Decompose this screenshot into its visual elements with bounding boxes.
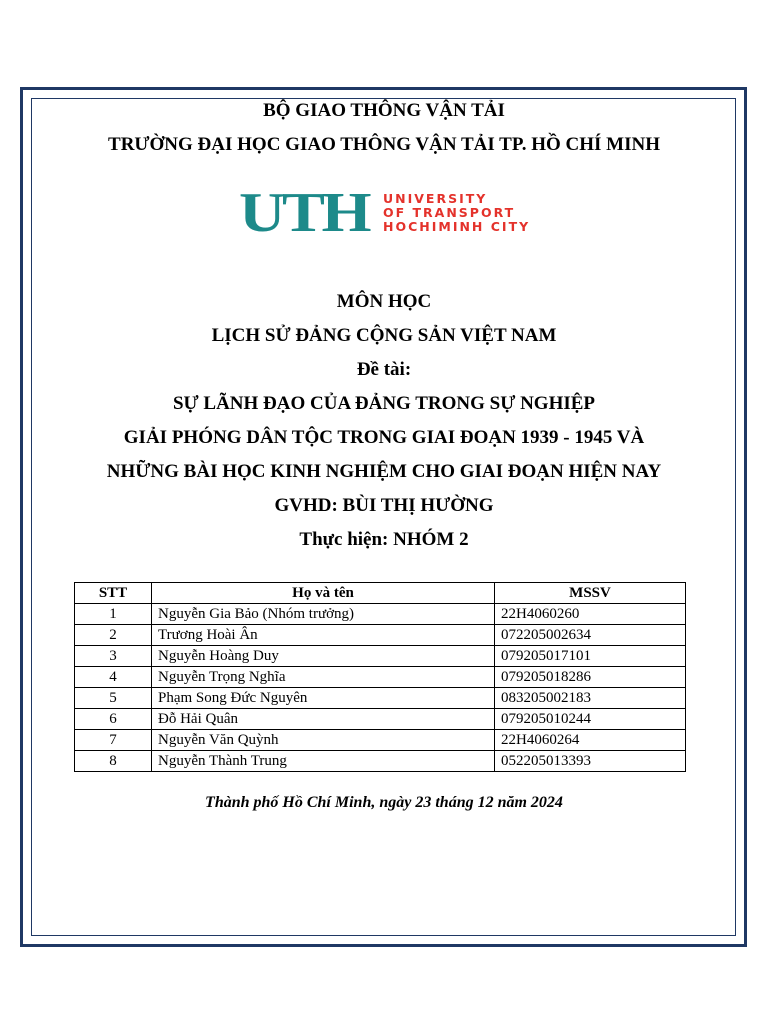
cell-stt: 1 [75, 604, 152, 625]
cell-mssv: 079205017101 [495, 646, 686, 667]
cell-mssv: 052205013393 [495, 751, 686, 772]
cell-name: Nguyễn Trọng Nghĩa [152, 667, 495, 688]
cell-name: Phạm Song Đức Nguyên [152, 688, 495, 709]
logo-line-3: HOCHIMINH CITY [383, 219, 531, 234]
ministry-title: BỘ GIAO THÔNG VẬN TẢI [263, 100, 505, 121]
cell-mssv: 22H4060260 [495, 604, 686, 625]
cell-mssv: 083205002183 [495, 688, 686, 709]
logo-mark: UTH [239, 182, 369, 244]
cell-name: Nguyễn Thành Trung [152, 751, 495, 772]
cell-name: Nguyễn Gia Bảo (Nhóm trưởng) [152, 604, 495, 625]
topic-label: Đề tài: [356, 359, 412, 380]
table-row [75, 667, 686, 688]
group-label: Thực hiện: NHÓM 2 [299, 529, 469, 550]
cell-stt: 6 [75, 709, 152, 730]
topic-line-2: GIẢI PHÓNG DÂN TỘC TRONG GIAI ĐOẠN 1939 - 1945 VÀ [123, 427, 645, 448]
logo-text [383, 192, 530, 234]
cell-stt: 5 [75, 688, 152, 709]
table-row [75, 604, 686, 625]
header-mssv: MSSV [495, 583, 686, 604]
cell-name: Nguyễn Hoàng Duy [152, 646, 495, 667]
course-label: MÔN HỌC [336, 291, 432, 312]
cell-stt: 2 [75, 625, 152, 646]
cell-stt: 3 [75, 646, 152, 667]
table-row [75, 646, 686, 667]
member-table [74, 582, 686, 772]
cell-stt: 8 [75, 751, 152, 772]
cell-mssv: 079205010244 [495, 709, 686, 730]
table-row [75, 730, 686, 751]
cell-name: Nguyễn Văn Quỳnh [152, 730, 495, 751]
instructor: GVHD: BÙI THỊ HƯỜNG [274, 495, 494, 516]
cell-mssv: 072205002634 [495, 625, 686, 646]
cell-stt: 7 [75, 730, 152, 751]
table-header-row [75, 583, 686, 604]
university-title: TRƯỜNG ĐẠI HỌC GIAO THÔNG VẬN TẢI TP. HỒ CHÍ MINH [108, 134, 660, 155]
header-name: Họ và tên [152, 583, 495, 604]
table-row [75, 688, 686, 709]
cell-mssv: 079205018286 [495, 667, 686, 688]
table-row [75, 751, 686, 772]
header-stt: STT [75, 583, 152, 604]
logo-line-2: OF TRANSPORT [383, 205, 516, 220]
topic-line-3: NHỮNG BÀI HỌC KINH NGHIỆM CHO GIAI ĐOẠN HIỆN NAY [106, 461, 662, 482]
cell-name: Đỗ Hải Quân [152, 709, 495, 730]
cell-mssv: 22H4060264 [495, 730, 686, 751]
course-name: LỊCH SỬ ĐẢNG CỘNG SẢN VIỆT NAM [211, 325, 557, 346]
university-logo [239, 182, 549, 244]
cell-name: Trương Hoài Ân [152, 625, 495, 646]
cell-stt: 4 [75, 667, 152, 688]
table-row [75, 625, 686, 646]
date-line: Thành phố Hồ Chí Minh, ngày 23 tháng 12 năm 2024 [205, 794, 563, 811]
topic-line-1: SỰ LÃNH ĐẠO CỦA ĐẢNG TRONG SỰ NGHIỆP [172, 393, 596, 414]
logo-line-1: UNIVERSITY [383, 191, 488, 206]
table-row [75, 709, 686, 730]
